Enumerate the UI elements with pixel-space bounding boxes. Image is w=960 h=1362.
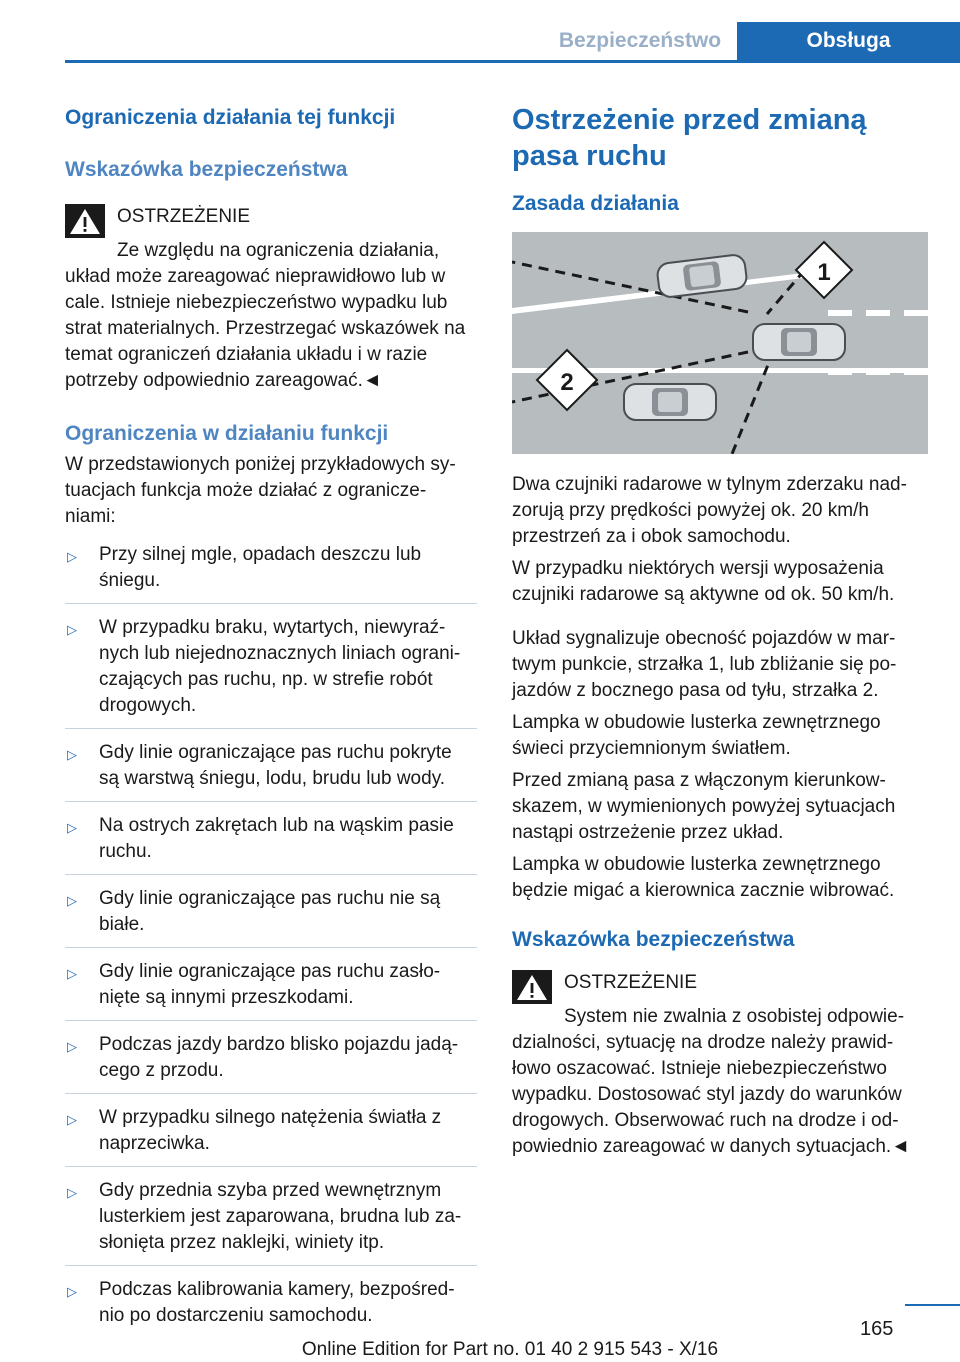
warning-block-right bbox=[512, 968, 928, 1160]
paragraph-lamp-dim: Lampka w obudowie lusterka zewnętrznego świeci przyciemnionym światłem. bbox=[512, 712, 881, 759]
bullet-triangle-icon: ▷ bbox=[67, 893, 77, 908]
footer-rule bbox=[905, 1304, 960, 1306]
list-item: ▷ Gdy linie ograniczające pas ruchu nie są białe. bbox=[65, 886, 477, 948]
warning-text-right: dzialności, sytuację na drodze należy prawid- łowo oszacować. Istnieje niebezpieczeństwo wypadku. Dostosować styl jazdy do warunków drogowych. Obserwować ruch na drodze i od- powiednio zareagować w danych sytuacjach.◄ bbox=[512, 1032, 910, 1157]
edition-footer: Online Edition for Part no. 01 40 2 915 543 - X/16 bbox=[301, 1339, 719, 1360]
list-item: ▷ Podczas jazdy bardzo blisko pojazdu jadą- cego z przodu. bbox=[65, 1032, 477, 1094]
safety-heading: Wskazówka bezpieczeństwa bbox=[65, 158, 348, 181]
lane-change-diagram bbox=[512, 232, 928, 454]
bullet-triangle-icon: ▷ bbox=[67, 1112, 77, 1127]
page-title: Ostrzeżenie przed zmianą pasa ruchu bbox=[512, 104, 867, 172]
warning-triangle-icon bbox=[65, 204, 105, 238]
principle-heading: Zasada działania bbox=[512, 192, 679, 215]
paragraph-lamp-blink: Lampka w obudowie lusterka zewnętrznego będzie migać a kierownica zacznie wibrować. bbox=[512, 854, 895, 901]
bullet-triangle-icon: ▷ bbox=[67, 1284, 77, 1299]
warning-title: OSTRZEŻENIE bbox=[117, 206, 251, 227]
list-item: ▷ W przypadku silnego natężenia światła z naprzeciwka. bbox=[65, 1105, 477, 1167]
page-number: 165 bbox=[860, 1318, 894, 1340]
list-item: ▷ Na ostrych zakrętach lub na wąskim pasie ruchu. bbox=[65, 813, 477, 875]
bullet-triangle-icon: ▷ bbox=[67, 1039, 77, 1054]
limits-heading: Ograniczenia w działaniu funkcji bbox=[65, 422, 389, 445]
header-rule bbox=[65, 60, 960, 63]
header-tab-active[interactable]: Obsługa bbox=[737, 22, 960, 60]
left-column bbox=[65, 100, 477, 1349]
bullet-triangle-icon: ▷ bbox=[67, 820, 77, 835]
list-item: ▷ W przypadku braku, wytartych, niewyraź- nych lub niejednoznacznych liniach ograni- czających pas ruchu, np. w strefie robót drogowych. bbox=[65, 615, 477, 729]
bullet-triangle-icon: ▷ bbox=[67, 622, 77, 637]
limits-intro: W przedstawionych poniżej przykładowych sy- tuacjach funkcja może działać z ogranicze- niami: bbox=[65, 454, 456, 527]
paragraph-variants: W przypadku niektórych wersji wyposażenia czujniki radarowe są aktywne od ok. 50 km/h. bbox=[512, 558, 895, 605]
header-tab-section[interactable]: Bezpieczeństwo bbox=[558, 29, 722, 52]
warning-block bbox=[65, 202, 477, 394]
bullet-triangle-icon: ▷ bbox=[67, 549, 77, 564]
bullet-triangle-icon: ▷ bbox=[67, 1185, 77, 1200]
warning-text: układ może zareagować nieprawidłowo lub w cale. Istnieje niebezpieczeństwo wypadku lub strat materialnych. Przestrzegać wskazówek na temat ograniczeń działania układu i w razie potrzeby odpowiednio zareagować.◄ bbox=[65, 266, 466, 391]
section-heading-limits: Ograniczenia działania tej funkcji bbox=[65, 106, 396, 129]
safety-heading-right: Wskazówka bezpieczeństwa bbox=[512, 928, 795, 951]
list-item: ▷ Gdy przednia szyba przed wewnętrznym lusterkiem jest zaparowana, brudna lub za- słonięta przez naklejki, winiety itp. bbox=[65, 1178, 477, 1266]
limits-list bbox=[65, 542, 477, 1338]
paragraph-sensors: Dwa czujniki radarowe w tylnym zderzaku nad- zorują przy prędkości powyżej ok. 20 km/h przestrzeń za i obok samochodu. bbox=[512, 474, 907, 547]
arrow-1-label: 1 bbox=[817, 259, 831, 286]
paragraph-warning-trigger: Przed zmianą pasa z włączonym kierunkow- skazem, w wymienionych powyżej sytuacjach nastąpi ostrzeżenie przez układ. bbox=[512, 770, 896, 843]
list-item: ▷ Gdy linie ograniczające pas ruchu pokryte są warstwą śniegu, lodu, brudu lub wody. bbox=[65, 740, 477, 802]
warning-title-right: OSTRZEŻENIE bbox=[564, 972, 698, 993]
warning-first-line: Ze względu na ograniczenia działania, bbox=[117, 240, 440, 261]
list-item: ▷ Przy silnej mgle, opadach deszczu lub śniegu. bbox=[65, 542, 477, 604]
paragraph-signal: Układ sygnalizuje obecność pojazdów w mar- twym punkcie, strzałka 1, lub zbliżanie się po- jazdów z bocznego pasa od tyłu, strzałka 2. bbox=[512, 628, 897, 701]
list-item: ▷ Podczas kalibrowania kamery, bezpośred- nio po dostarczeniu samochodu. bbox=[67, 1279, 455, 1326]
bullet-triangle-icon: ▷ bbox=[67, 966, 77, 981]
arrow-2-label: 2 bbox=[560, 369, 574, 396]
warning-first-line-right: System nie zwalnia z osobistej odpowie- bbox=[564, 1006, 905, 1027]
list-item: ▷ Gdy linie ograniczające pas ruchu zasło- nięte są innymi przeszkodami. bbox=[65, 959, 477, 1021]
bullet-triangle-icon: ▷ bbox=[67, 747, 77, 762]
warning-triangle-icon bbox=[512, 970, 552, 1004]
right-column bbox=[512, 100, 928, 1160]
